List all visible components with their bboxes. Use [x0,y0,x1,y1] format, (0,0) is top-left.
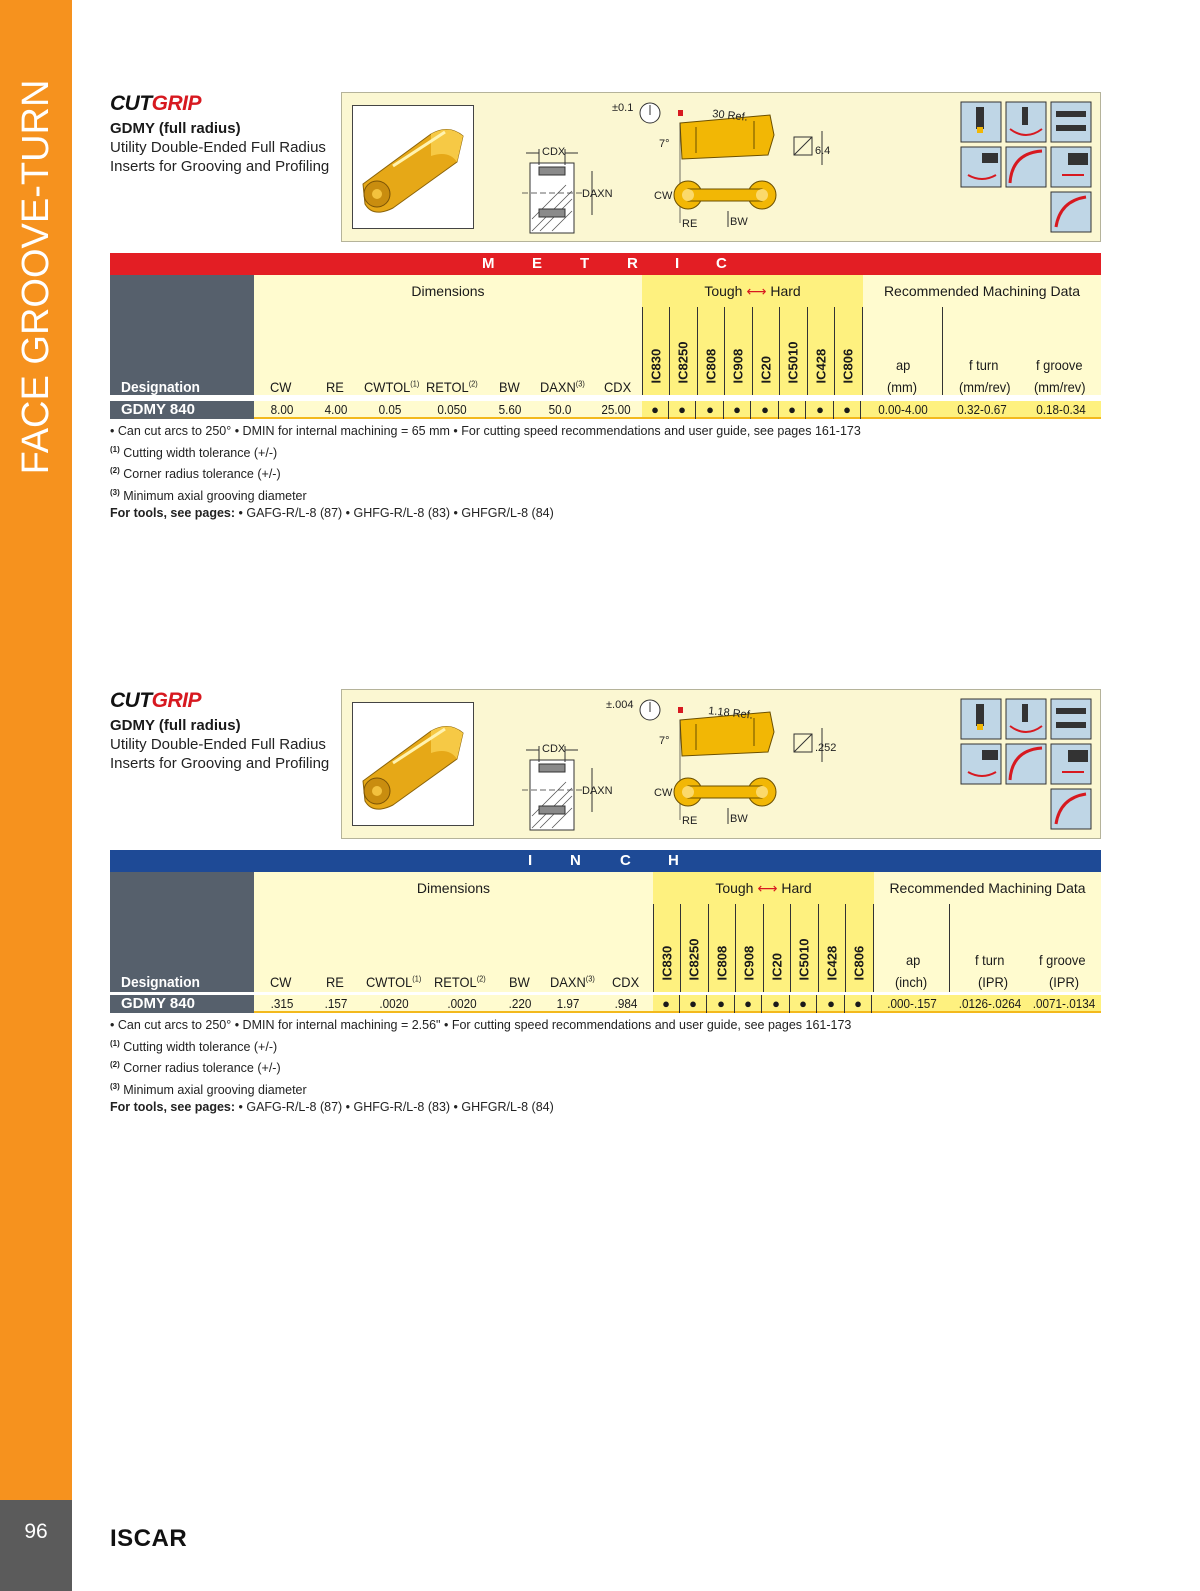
svg-text:RE: RE [682,218,698,230]
page-number: 96 [24,1520,48,1543]
metric-band: M E T R I C [110,253,1101,275]
application-icons [960,698,1094,832]
insert-photo [352,702,474,826]
svg-text:7°: 7° [659,138,670,150]
row-designation: GDMY 840 [110,995,254,1013]
product-subtitle: Utility Double-Ended Full Radius Inserts for Grooving and Profiling [110,139,330,175]
designation-header: Designation [110,275,254,395]
side-title: FACE GROOVE-TURN [15,79,57,475]
svg-text:7°: 7° [659,735,670,747]
svg-text:BW: BW [730,216,748,228]
axial-groove-icon [1051,102,1091,142]
product-title: GDMY (full radius) [110,717,241,734]
face-groove-icon [961,102,1001,142]
table-row: GDMY 840 8.00 4.00 0.05 0.050 5.60 50.0 25.00 ● ● ● ● ● ● ● ● 0.00-4.00 0.32-0.67 0.18-0.34 [110,401,1101,419]
axial-groove-icon [1051,699,1091,739]
table-row: GDMY 840 .315 .157 .0020 .0020 .220 1.97 .984 ● ● ● ● ● ● ● ● .000-.157 .0126-.0264 .0071-.0134 [110,995,1101,1013]
insert-dimension-drawing [482,690,952,840]
brand-logo: ISCAR [110,1525,188,1552]
svg-text:±0.1: ±0.1 [612,102,634,114]
svg-text:±.004: ±.004 [606,699,634,711]
inch-table-header [110,872,1101,992]
svg-text:CW: CW [654,190,673,202]
svg-text:CDX: CDX [542,146,566,158]
dimensions-header: Dimensions CW RE CWTOL$^{(1)}$ RETOL$^{(2)}$ BW DAXN$^{(3)}$ CDX [254,872,653,992]
svg-text:6.4: 6.4 [815,145,831,157]
svg-text:1.18 Ref.: 1.18 Ref. [707,705,754,722]
product-title: GDMY (full radius) [110,120,241,137]
face-turn-icon [961,147,1001,187]
metric-notes: • Can cut arcs to 250° • DMIN for internal machining = 65 mm • For cutting speed recommendations and user guide, see pages 161-173 $^{(1)}$ Cutting width tolerance (+/-) $^{(2)}$ Corner radius tolerance (+/-) $^{(3)}$ Minimum axial grooving diameter For tools, see pages: • GAFG-R/L-8 (87) • GHFG-R/L-8 (83) • GHFGR/L-8 (84) [110,424,861,521]
insert-dimension-drawing [482,93,952,243]
dimensions-header: Dimensions CW RE CWTOL$^{(1)}$ RETOL$^{(2)}$ BW DAXN$^{(3)}$ CDX [254,275,642,395]
external-turn-icon [1051,744,1091,784]
svg-text:30 Ref.: 30 Ref. [711,108,749,124]
tough-hard-header: Tough ⟷ Hard IC830 IC8250 IC808 IC908 IC20 IC5010 IC428 IC806 [642,275,863,395]
side-band [0,0,72,1500]
svg-text:DAXN: DAXN [582,785,613,797]
svg-text:.252: .252 [815,742,837,754]
insert-photo-icon [353,106,473,228]
cutgrip-logo: CUTGRIP [110,92,202,115]
profile-icon [1006,744,1046,784]
recommended-header: Recommended Machining Data ap (inch) f turn (IPR) f groove (IPR) [874,872,1101,992]
profile-icon [1006,147,1046,187]
face-groove-icon [961,699,1001,739]
application-icons [960,101,1094,235]
designation-header: Designation [110,872,254,992]
svg-text:BW: BW [730,813,748,825]
svg-text:CW: CW [654,787,673,799]
svg-text:CDX: CDX [542,743,566,755]
arc-turn-icon [1051,789,1091,829]
insert-photo-icon [353,703,473,825]
recommended-header: Recommended Machining Data ap (mm) f turn (mm/rev) f groove (mm/rev) [863,275,1101,395]
svg-text:DAXN: DAXN [582,188,613,200]
svg-text:RE: RE [682,815,698,827]
page-number-box [0,1500,72,1591]
arc-turn-icon [1051,192,1091,232]
inch-notes: • Can cut arcs to 250° • DMIN for internal machining = 2.56" • For cutting speed recommendations and user guide, see pages 161-173 $^{(1)}$ Cutting width tolerance (+/-) $^{(2)}$ Corner radius tolerance (+/-) $^{(3)}$ Minimum axial grooving diameter For tools, see pages: • GAFG-R/L-8 (87) • GHFG-R/L-8 (83) • GHFGR/L-8 (84) [110,1018,852,1115]
tough-hard-header: Tough ⟷ Hard IC830 IC8250 IC808 IC908 IC20 IC5010 IC428 IC806 [653,872,874,992]
cutgrip-logo: CUTGRIP [110,689,202,712]
product-subtitle: Utility Double-Ended Full Radius Inserts for Grooving and Profiling [110,736,330,772]
row-designation: GDMY 840 [110,401,254,419]
insert-photo [352,105,474,229]
metric-table-header [110,275,1101,395]
face-turn-icon [961,744,1001,784]
external-turn-icon [1051,147,1091,187]
internal-groove-icon [1006,699,1046,739]
figure-box [341,92,1101,242]
inch-band: I N C H [110,850,1101,872]
internal-groove-icon [1006,102,1046,142]
figure-box [341,689,1101,839]
